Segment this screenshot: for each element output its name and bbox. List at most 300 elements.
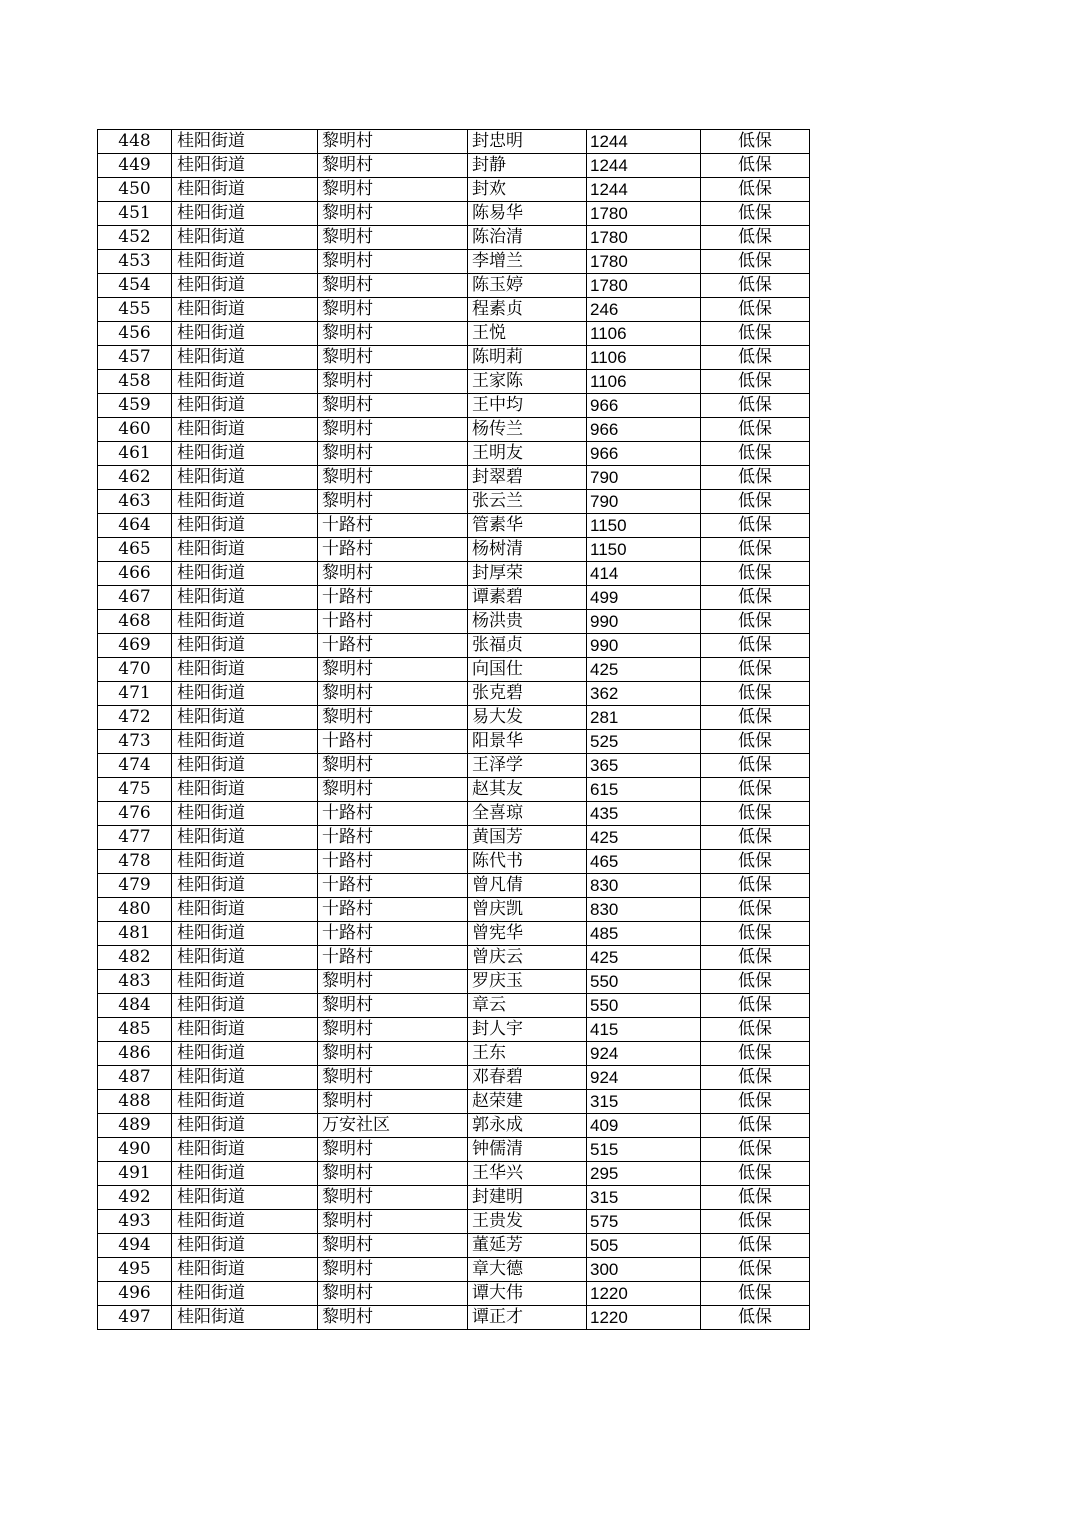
- street-cell: 桂阳街道: [172, 610, 318, 634]
- category-cell: 低保: [701, 1042, 810, 1066]
- village-cell: 黎明村: [318, 1042, 468, 1066]
- village-cell: 十路村: [318, 610, 468, 634]
- village-cell: 十路村: [318, 826, 468, 850]
- amount-cell: 990: [587, 634, 701, 658]
- table-row: [98, 874, 810, 898]
- row-number-cell: 449: [98, 154, 172, 178]
- name-cell: 封建明: [468, 1186, 587, 1210]
- table-row: [98, 538, 810, 562]
- amount-cell: 1150: [587, 514, 701, 538]
- name-cell: 谭正才: [468, 1306, 587, 1330]
- category-cell: 低保: [701, 1090, 810, 1114]
- street-cell: 桂阳街道: [172, 826, 318, 850]
- name-cell: 赵荣建: [468, 1090, 587, 1114]
- table-row: [98, 706, 810, 730]
- amount-cell: 465: [587, 850, 701, 874]
- street-cell: 桂阳街道: [172, 1282, 318, 1306]
- name-cell: 李增兰: [468, 250, 587, 274]
- category-cell: 低保: [701, 754, 810, 778]
- category-cell: 低保: [701, 322, 810, 346]
- row-number-cell: 488: [98, 1090, 172, 1114]
- table-row: [98, 490, 810, 514]
- row-number-cell: 459: [98, 394, 172, 418]
- amount-cell: 246: [587, 298, 701, 322]
- amount-cell: 362: [587, 682, 701, 706]
- street-cell: 桂阳街道: [172, 1234, 318, 1258]
- street-cell: 桂阳街道: [172, 658, 318, 682]
- table-row: [98, 826, 810, 850]
- amount-cell: 1780: [587, 250, 701, 274]
- category-cell: 低保: [701, 970, 810, 994]
- amount-cell: 575: [587, 1210, 701, 1234]
- street-cell: 桂阳街道: [172, 322, 318, 346]
- street-cell: 桂阳街道: [172, 1186, 318, 1210]
- village-cell: 黎明村: [318, 130, 468, 154]
- table-row: [98, 1210, 810, 1234]
- name-cell: 王华兴: [468, 1162, 587, 1186]
- village-cell: 十路村: [318, 634, 468, 658]
- table-row: [98, 922, 810, 946]
- village-cell: 十路村: [318, 922, 468, 946]
- street-cell: 桂阳街道: [172, 1018, 318, 1042]
- table-row: [98, 1138, 810, 1162]
- table-body: [98, 130, 810, 1330]
- street-cell: 桂阳街道: [172, 586, 318, 610]
- category-cell: 低保: [701, 394, 810, 418]
- amount-cell: 425: [587, 826, 701, 850]
- amount-cell: 414: [587, 562, 701, 586]
- amount-cell: 830: [587, 898, 701, 922]
- name-cell: 管素华: [468, 514, 587, 538]
- amount-cell: 990: [587, 610, 701, 634]
- amount-cell: 315: [587, 1186, 701, 1210]
- category-cell: 低保: [701, 658, 810, 682]
- category-cell: 低保: [701, 1210, 810, 1234]
- table-row: [98, 1186, 810, 1210]
- amount-cell: 1106: [587, 322, 701, 346]
- category-cell: 低保: [701, 1258, 810, 1282]
- name-cell: 赵其友: [468, 778, 587, 802]
- village-cell: 十路村: [318, 802, 468, 826]
- name-cell: 钟儒清: [468, 1138, 587, 1162]
- table-row: [98, 442, 810, 466]
- village-cell: 十路村: [318, 946, 468, 970]
- row-number-cell: 461: [98, 442, 172, 466]
- amount-cell: 315: [587, 1090, 701, 1114]
- category-cell: 低保: [701, 1138, 810, 1162]
- table-row: [98, 130, 810, 154]
- name-cell: 曾凡倩: [468, 874, 587, 898]
- category-cell: 低保: [701, 706, 810, 730]
- amount-cell: 425: [587, 658, 701, 682]
- table-row: [98, 394, 810, 418]
- row-number-cell: 475: [98, 778, 172, 802]
- amount-cell: 790: [587, 490, 701, 514]
- table-row: [98, 274, 810, 298]
- category-cell: 低保: [701, 634, 810, 658]
- amount-cell: 1780: [587, 274, 701, 298]
- village-cell: 黎明村: [318, 346, 468, 370]
- row-number-cell: 456: [98, 322, 172, 346]
- village-cell: 黎明村: [318, 1258, 468, 1282]
- row-number-cell: 482: [98, 946, 172, 970]
- amount-cell: 281: [587, 706, 701, 730]
- amount-cell: 1150: [587, 538, 701, 562]
- amount-cell: 409: [587, 1114, 701, 1138]
- row-number-cell: 472: [98, 706, 172, 730]
- amount-cell: 1244: [587, 178, 701, 202]
- name-cell: 陈易华: [468, 202, 587, 226]
- row-number-cell: 463: [98, 490, 172, 514]
- street-cell: 桂阳街道: [172, 946, 318, 970]
- village-cell: 黎明村: [318, 754, 468, 778]
- name-cell: 王泽学: [468, 754, 587, 778]
- category-cell: 低保: [701, 1162, 810, 1186]
- name-cell: 杨传兰: [468, 418, 587, 442]
- village-cell: 黎明村: [318, 490, 468, 514]
- village-cell: 黎明村: [318, 418, 468, 442]
- amount-cell: 485: [587, 922, 701, 946]
- amount-cell: 550: [587, 970, 701, 994]
- table-row: [98, 658, 810, 682]
- row-number-cell: 466: [98, 562, 172, 586]
- street-cell: 桂阳街道: [172, 130, 318, 154]
- street-cell: 桂阳街道: [172, 850, 318, 874]
- table-row: [98, 178, 810, 202]
- row-number-cell: 458: [98, 370, 172, 394]
- row-number-cell: 452: [98, 226, 172, 250]
- row-number-cell: 470: [98, 658, 172, 682]
- street-cell: 桂阳街道: [172, 1306, 318, 1330]
- row-number-cell: 471: [98, 682, 172, 706]
- category-cell: 低保: [701, 994, 810, 1018]
- name-cell: 章云: [468, 994, 587, 1018]
- name-cell: 王贵发: [468, 1210, 587, 1234]
- street-cell: 桂阳街道: [172, 202, 318, 226]
- name-cell: 封翠碧: [468, 466, 587, 490]
- category-cell: 低保: [701, 1114, 810, 1138]
- amount-cell: 425: [587, 946, 701, 970]
- amount-cell: 1106: [587, 370, 701, 394]
- table-row: [98, 1114, 810, 1138]
- street-cell: 桂阳街道: [172, 346, 318, 370]
- street-cell: 桂阳街道: [172, 1138, 318, 1162]
- village-cell: 黎明村: [318, 442, 468, 466]
- category-cell: 低保: [701, 178, 810, 202]
- category-cell: 低保: [701, 154, 810, 178]
- table-row: [98, 298, 810, 322]
- amount-cell: 966: [587, 418, 701, 442]
- street-cell: 桂阳街道: [172, 514, 318, 538]
- category-cell: 低保: [701, 874, 810, 898]
- village-cell: 黎明村: [318, 1018, 468, 1042]
- row-number-cell: 464: [98, 514, 172, 538]
- row-number-cell: 476: [98, 802, 172, 826]
- name-cell: 张福贞: [468, 634, 587, 658]
- row-number-cell: 489: [98, 1114, 172, 1138]
- table-row: [98, 778, 810, 802]
- table-row: [98, 1282, 810, 1306]
- amount-cell: 1220: [587, 1282, 701, 1306]
- table-row: [98, 586, 810, 610]
- village-cell: 万安社区: [318, 1114, 468, 1138]
- table-row: [98, 562, 810, 586]
- category-cell: 低保: [701, 1018, 810, 1042]
- row-number-cell: 453: [98, 250, 172, 274]
- amount-cell: 505: [587, 1234, 701, 1258]
- table-row: [98, 610, 810, 634]
- category-cell: 低保: [701, 1066, 810, 1090]
- table-row: [98, 730, 810, 754]
- category-cell: 低保: [701, 730, 810, 754]
- name-cell: 封欢: [468, 178, 587, 202]
- name-cell: 程素贞: [468, 298, 587, 322]
- name-cell: 张克碧: [468, 682, 587, 706]
- village-cell: 十路村: [318, 874, 468, 898]
- street-cell: 桂阳街道: [172, 562, 318, 586]
- category-cell: 低保: [701, 442, 810, 466]
- name-cell: 封厚荣: [468, 562, 587, 586]
- category-cell: 低保: [701, 466, 810, 490]
- category-cell: 低保: [701, 850, 810, 874]
- street-cell: 桂阳街道: [172, 802, 318, 826]
- street-cell: 桂阳街道: [172, 178, 318, 202]
- street-cell: 桂阳街道: [172, 730, 318, 754]
- row-number-cell: 497: [98, 1306, 172, 1330]
- row-number-cell: 485: [98, 1018, 172, 1042]
- village-cell: 黎明村: [318, 274, 468, 298]
- table-row: [98, 370, 810, 394]
- category-cell: 低保: [701, 922, 810, 946]
- table-row: [98, 202, 810, 226]
- name-cell: 章大德: [468, 1258, 587, 1282]
- village-cell: 黎明村: [318, 1186, 468, 1210]
- village-cell: 十路村: [318, 586, 468, 610]
- amount-cell: 1220: [587, 1306, 701, 1330]
- row-number-cell: 492: [98, 1186, 172, 1210]
- name-cell: 陈治清: [468, 226, 587, 250]
- village-cell: 黎明村: [318, 1210, 468, 1234]
- name-cell: 郭永成: [468, 1114, 587, 1138]
- category-cell: 低保: [701, 1282, 810, 1306]
- street-cell: 桂阳街道: [172, 874, 318, 898]
- row-number-cell: 473: [98, 730, 172, 754]
- amount-cell: 924: [587, 1066, 701, 1090]
- category-cell: 低保: [701, 490, 810, 514]
- category-cell: 低保: [701, 274, 810, 298]
- village-cell: 黎明村: [318, 1138, 468, 1162]
- village-cell: 黎明村: [318, 1306, 468, 1330]
- table-row: [98, 1162, 810, 1186]
- village-cell: 黎明村: [318, 298, 468, 322]
- amount-cell: 924: [587, 1042, 701, 1066]
- amount-cell: 365: [587, 754, 701, 778]
- category-cell: 低保: [701, 538, 810, 562]
- table-row: [98, 634, 810, 658]
- table-row: [98, 250, 810, 274]
- village-cell: 黎明村: [318, 154, 468, 178]
- street-cell: 桂阳街道: [172, 922, 318, 946]
- street-cell: 桂阳街道: [172, 250, 318, 274]
- row-number-cell: 490: [98, 1138, 172, 1162]
- street-cell: 桂阳街道: [172, 754, 318, 778]
- row-number-cell: 451: [98, 202, 172, 226]
- row-number-cell: 484: [98, 994, 172, 1018]
- street-cell: 桂阳街道: [172, 1090, 318, 1114]
- street-cell: 桂阳街道: [172, 706, 318, 730]
- category-cell: 低保: [701, 1234, 810, 1258]
- name-cell: 罗庆玉: [468, 970, 587, 994]
- row-number-cell: 465: [98, 538, 172, 562]
- amount-cell: 615: [587, 778, 701, 802]
- category-cell: 低保: [701, 562, 810, 586]
- name-cell: 曾宪华: [468, 922, 587, 946]
- name-cell: 邓春碧: [468, 1066, 587, 1090]
- category-cell: 低保: [701, 346, 810, 370]
- name-cell: 封静: [468, 154, 587, 178]
- data-table: [97, 129, 810, 1330]
- table-row: [98, 802, 810, 826]
- amount-cell: 435: [587, 802, 701, 826]
- village-cell: 黎明村: [318, 682, 468, 706]
- street-cell: 桂阳街道: [172, 778, 318, 802]
- amount-cell: 1244: [587, 130, 701, 154]
- table-row: [98, 1258, 810, 1282]
- table-row: [98, 1066, 810, 1090]
- name-cell: 封忠明: [468, 130, 587, 154]
- category-cell: 低保: [701, 778, 810, 802]
- row-number-cell: 493: [98, 1210, 172, 1234]
- street-cell: 桂阳街道: [172, 898, 318, 922]
- name-cell: 陈明莉: [468, 346, 587, 370]
- amount-cell: 966: [587, 394, 701, 418]
- category-cell: 低保: [701, 418, 810, 442]
- street-cell: 桂阳街道: [172, 226, 318, 250]
- category-cell: 低保: [701, 298, 810, 322]
- street-cell: 桂阳街道: [172, 370, 318, 394]
- village-cell: 十路村: [318, 730, 468, 754]
- village-cell: 黎明村: [318, 970, 468, 994]
- village-cell: 黎明村: [318, 250, 468, 274]
- name-cell: 全喜琼: [468, 802, 587, 826]
- category-cell: 低保: [701, 1186, 810, 1210]
- name-cell: 王悦: [468, 322, 587, 346]
- table-row: [98, 682, 810, 706]
- category-cell: 低保: [701, 226, 810, 250]
- amount-cell: 415: [587, 1018, 701, 1042]
- row-number-cell: 481: [98, 922, 172, 946]
- table-row: [98, 970, 810, 994]
- name-cell: 杨树清: [468, 538, 587, 562]
- street-cell: 桂阳街道: [172, 274, 318, 298]
- table-row: [98, 994, 810, 1018]
- table-row: [98, 346, 810, 370]
- village-cell: 黎明村: [318, 1162, 468, 1186]
- category-cell: 低保: [701, 946, 810, 970]
- row-number-cell: 478: [98, 850, 172, 874]
- village-cell: 十路村: [318, 538, 468, 562]
- village-cell: 黎明村: [318, 370, 468, 394]
- village-cell: 十路村: [318, 514, 468, 538]
- row-number-cell: 454: [98, 274, 172, 298]
- row-number-cell: 467: [98, 586, 172, 610]
- row-number-cell: 448: [98, 130, 172, 154]
- category-cell: 低保: [701, 682, 810, 706]
- name-cell: 谭大伟: [468, 1282, 587, 1306]
- amount-cell: 790: [587, 466, 701, 490]
- table-row: [98, 466, 810, 490]
- village-cell: 黎明村: [318, 226, 468, 250]
- name-cell: 董延芳: [468, 1234, 587, 1258]
- street-cell: 桂阳街道: [172, 154, 318, 178]
- name-cell: 杨洪贵: [468, 610, 587, 634]
- village-cell: 黎明村: [318, 178, 468, 202]
- row-number-cell: 460: [98, 418, 172, 442]
- row-number-cell: 483: [98, 970, 172, 994]
- village-cell: 黎明村: [318, 778, 468, 802]
- village-cell: 黎明村: [318, 1090, 468, 1114]
- row-number-cell: 491: [98, 1162, 172, 1186]
- row-number-cell: 480: [98, 898, 172, 922]
- village-cell: 黎明村: [318, 658, 468, 682]
- street-cell: 桂阳街道: [172, 1042, 318, 1066]
- village-cell: 黎明村: [318, 322, 468, 346]
- name-cell: 曾庆凯: [468, 898, 587, 922]
- table-row: [98, 1090, 810, 1114]
- name-cell: 阳景华: [468, 730, 587, 754]
- street-cell: 桂阳街道: [172, 1066, 318, 1090]
- category-cell: 低保: [701, 802, 810, 826]
- row-number-cell: 450: [98, 178, 172, 202]
- table-row: [98, 754, 810, 778]
- name-cell: 曾庆云: [468, 946, 587, 970]
- table-row: [98, 1018, 810, 1042]
- row-number-cell: 468: [98, 610, 172, 634]
- village-cell: 黎明村: [318, 994, 468, 1018]
- name-cell: 张云兰: [468, 490, 587, 514]
- name-cell: 易大发: [468, 706, 587, 730]
- street-cell: 桂阳街道: [172, 298, 318, 322]
- row-number-cell: 494: [98, 1234, 172, 1258]
- street-cell: 桂阳街道: [172, 538, 318, 562]
- table-row: [98, 850, 810, 874]
- row-number-cell: 495: [98, 1258, 172, 1282]
- amount-cell: 515: [587, 1138, 701, 1162]
- amount-cell: 550: [587, 994, 701, 1018]
- table-row: [98, 226, 810, 250]
- amount-cell: 830: [587, 874, 701, 898]
- table-row: [98, 1042, 810, 1066]
- street-cell: 桂阳街道: [172, 418, 318, 442]
- amount-cell: 300: [587, 1258, 701, 1282]
- amount-cell: 295: [587, 1162, 701, 1186]
- village-cell: 十路村: [318, 898, 468, 922]
- row-number-cell: 462: [98, 466, 172, 490]
- name-cell: 黄国芳: [468, 826, 587, 850]
- table-row: [98, 418, 810, 442]
- name-cell: 封人宇: [468, 1018, 587, 1042]
- village-cell: 黎明村: [318, 202, 468, 226]
- category-cell: 低保: [701, 1306, 810, 1330]
- village-cell: 黎明村: [318, 394, 468, 418]
- amount-cell: 1106: [587, 346, 701, 370]
- amount-cell: 966: [587, 442, 701, 466]
- village-cell: 黎明村: [318, 562, 468, 586]
- category-cell: 低保: [701, 898, 810, 922]
- category-cell: 低保: [701, 826, 810, 850]
- category-cell: 低保: [701, 130, 810, 154]
- name-cell: 王明友: [468, 442, 587, 466]
